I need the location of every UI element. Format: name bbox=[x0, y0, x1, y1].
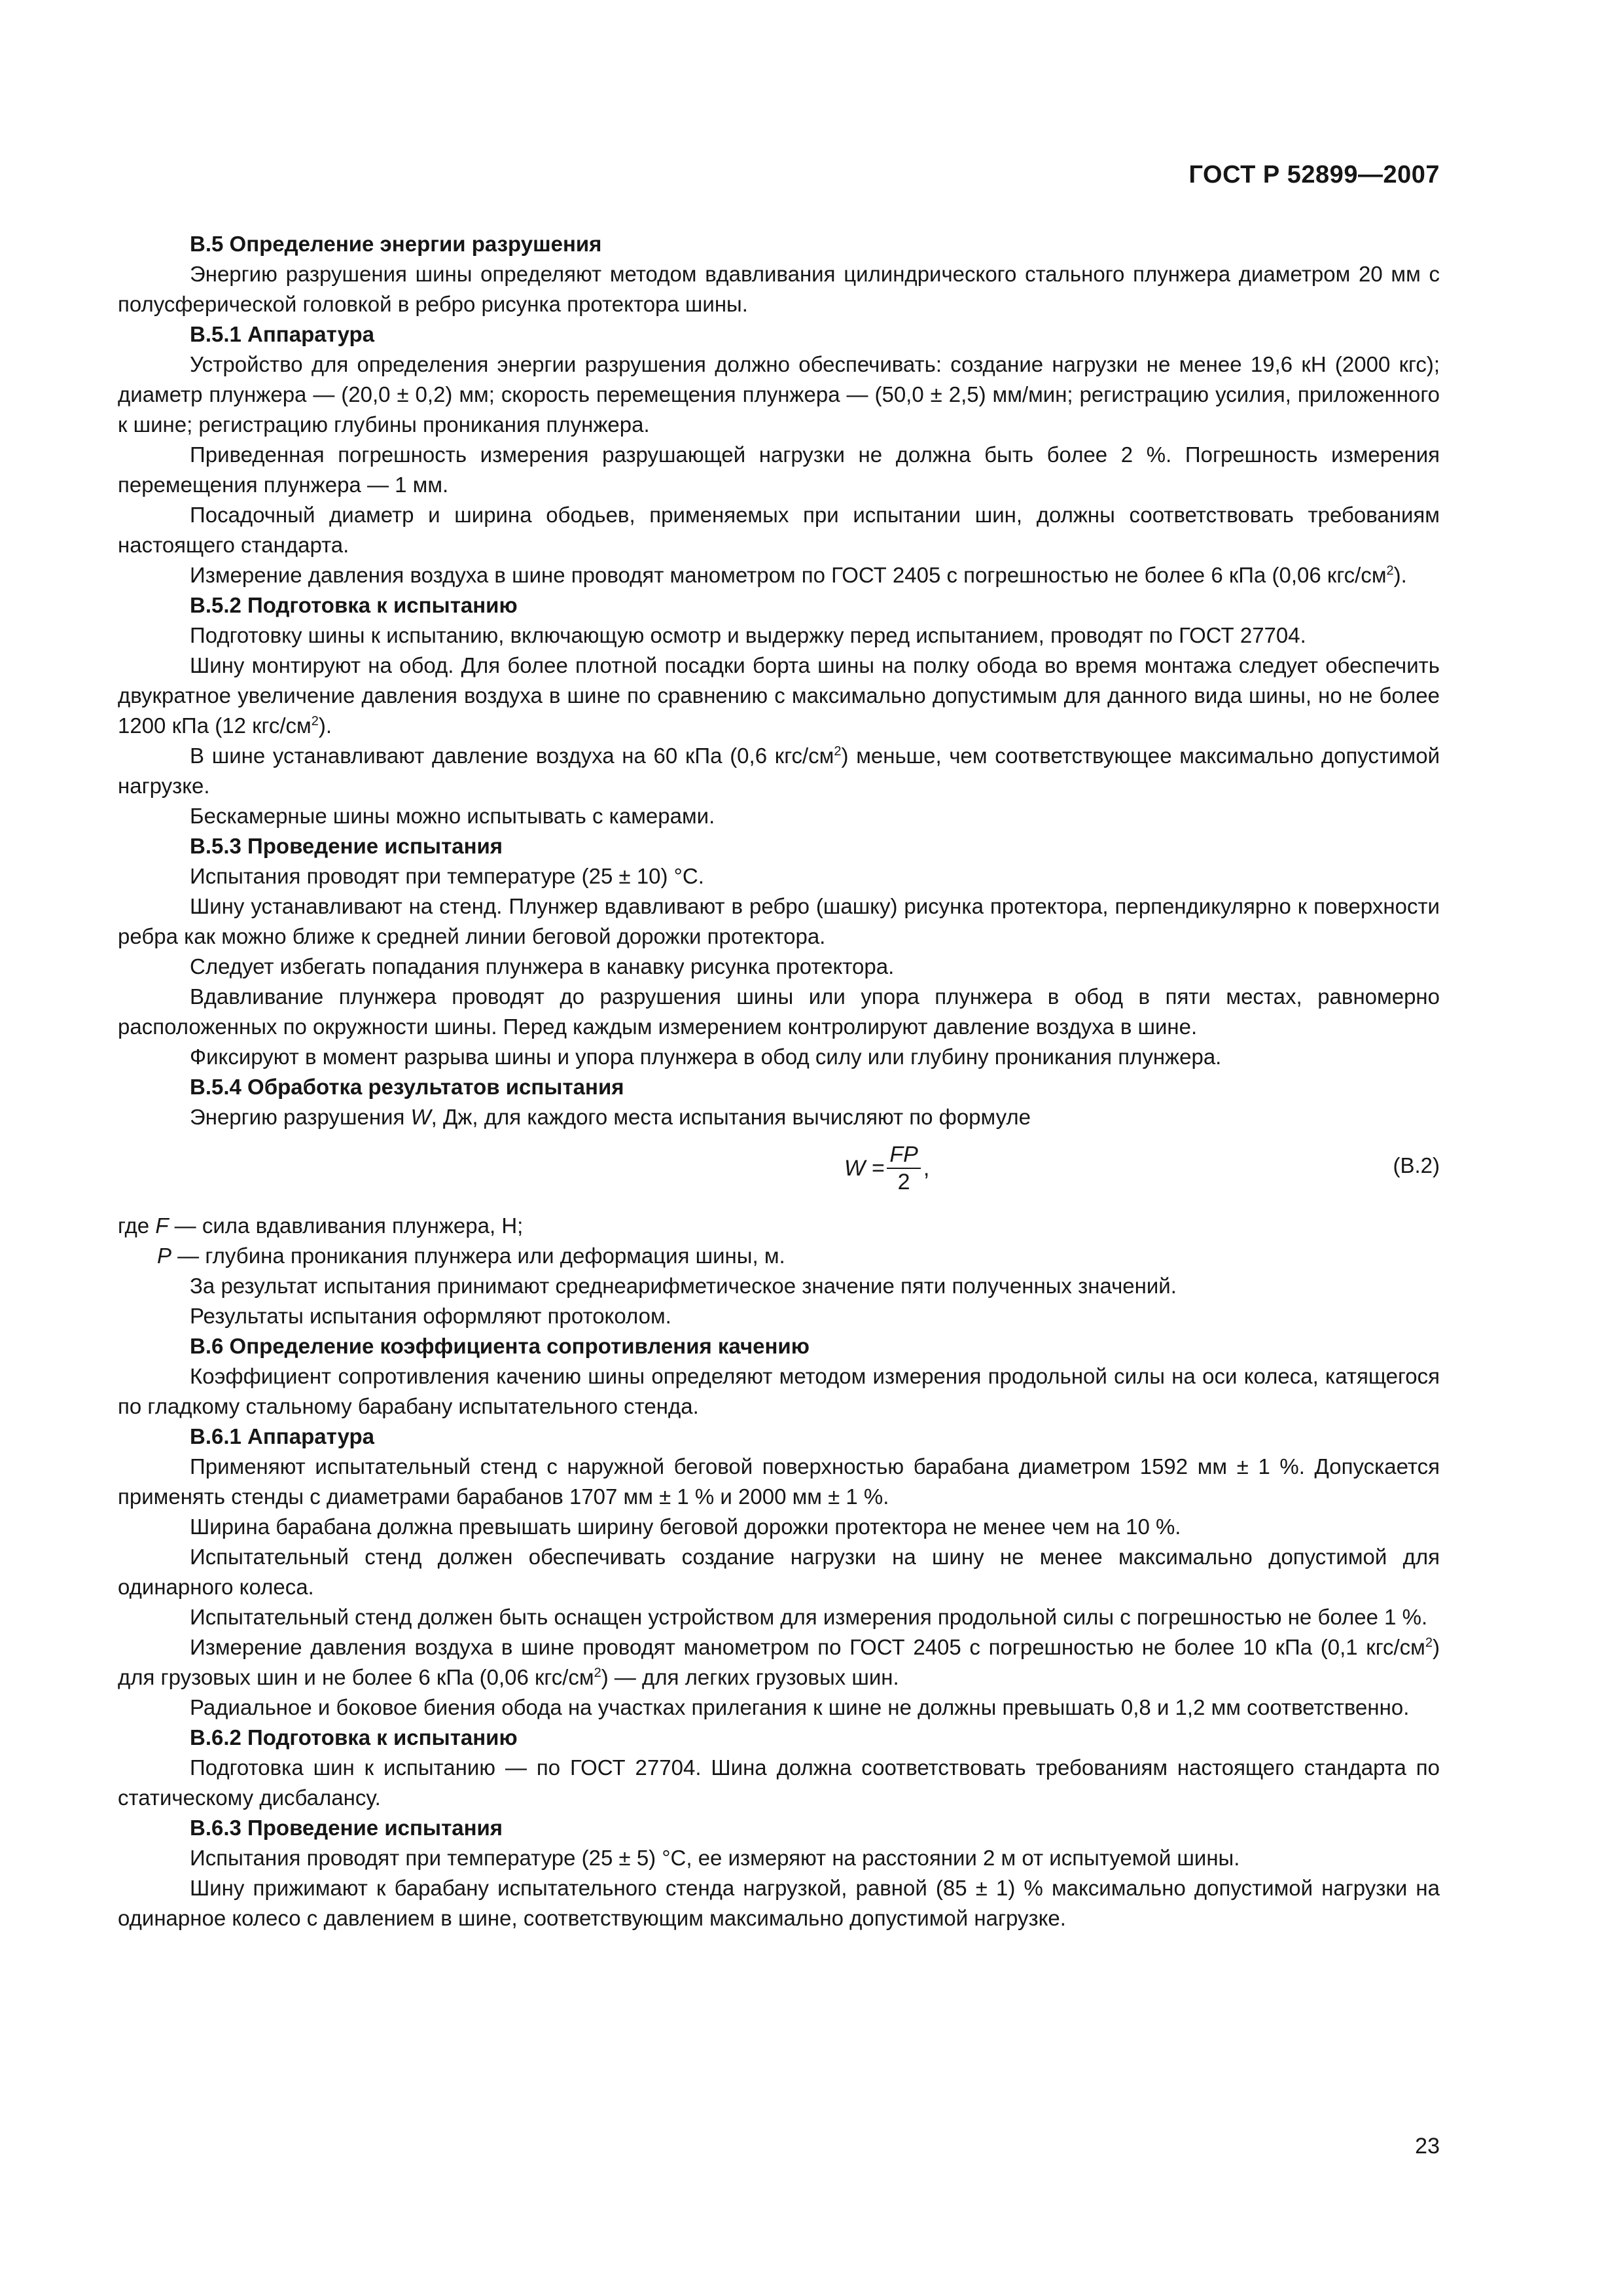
section-heading-b62: В.6.2 Подготовка к испытанию bbox=[190, 1725, 518, 1749]
paragraph: Радиальное и боковое биения обода на участках прилегания к шине не должны превышать 0,8 и 1,2 мм соответственно. bbox=[190, 1695, 1410, 1719]
paragraph: Измерение давления воздуха в шине проводят манометром по ГОСТ 2405 с погрешностью не более 6 кПа (0,06 кгс/$см^2$). bbox=[190, 563, 1407, 587]
paragraph: Следует избегать попадания плунжера в канавку рисунка протектора. bbox=[190, 954, 895, 978]
formula-legend-f: где F — сила вдавливания плунжера, Н; bbox=[118, 1213, 524, 1238]
formula-b2 bbox=[118, 1132, 1440, 1211]
paragraph: Энергию разрушения шины определяют методом вдавливания цилиндрического стального плунжера диаметром 20 мм с полусферической головкой в ребро рисунка протектора шины. bbox=[118, 262, 1440, 316]
formula-legend-p: P — глубина проникания плунжера или деформация шины, м. bbox=[157, 1244, 785, 1268]
paragraph: Испытания проводят при температуре (25 ± 10) °С. bbox=[190, 864, 704, 888]
section-heading-b61: В.6.1 Аппаратура bbox=[190, 1424, 375, 1448]
paragraph: Испытательный стенд должен обеспечивать создание нагрузки на шину не менее максимально допустимой для одинарного колеса. bbox=[118, 1545, 1440, 1599]
paragraph: Устройство для определения энергии разрушения должно обеспечивать: создание нагрузки не менее 19,6 кН (2000 кгс); диаметр плунжера — (20,0 ± 0,2) мм; скорость перемещения плунжера — (50,0 ± 2,5) мм/мин; регистрацию усилия, приложенного к шине; регистрацию глубины проникания плунжера. bbox=[118, 352, 1440, 437]
paragraph: Ширина барабана должна превышать ширину беговой дорожки протектора не менее чем на 10 %. bbox=[190, 1515, 1181, 1539]
formula-denominator: 2 bbox=[897, 1170, 910, 1194]
paragraph: Посадочный диаметр и ширина ободьев, применяемых при испытании шин, должны соответствовать требованиям настоящего стандарта. bbox=[118, 503, 1440, 557]
paragraph: Коэффициент сопротивления качению шины определяют методом измерения продольной силы на оси колеса, катящегося по гладкому стальному барабану испытательного стенда. bbox=[118, 1364, 1440, 1418]
paragraph: Бескамерные шины можно испытывать с камерами. bbox=[190, 804, 715, 828]
formula-numerator: FP bbox=[887, 1141, 920, 1169]
paragraph: Шину монтируют на обод. Для более плотной посадки борта шины на полку обода во время монтажа следует обеспечить двукратное увеличение давления воздуха в шине по сравнению с максимально допустимым для данного вида шины, но не более 1200 кПа (12 кгс/$см^2$). bbox=[118, 653, 1440, 738]
section-heading-b5: В.5 Определение энергии разрушения bbox=[190, 232, 602, 256]
section-heading-b52: В.5.2 Подготовка к испытанию bbox=[190, 593, 518, 617]
paragraph: Применяют испытательный стенд с наружной беговой поверхностью барабана диаметром 1592 мм ± 1 %. Допускается применять стенды с диаметрами барабанов 1707 мм ± 1 % и 2000 мм ± 1 %. bbox=[118, 1454, 1440, 1509]
paragraph: Испытательный стенд должен быть оснащен устройством для измерения продольной силы с погрешностью не более 1 %. bbox=[190, 1605, 1428, 1629]
section-heading-b53: В.5.3 Проведение испытания bbox=[190, 834, 503, 858]
paragraph: Измерение давления воздуха в шине проводят манометром по ГОСТ 2405 с погрешностью не более 10 кПа (0,1 кгс/$см^2$) для грузовых шин и не более 6 кПа (0,06 кгс/$см^2$) — для легких грузовых шин. bbox=[118, 1635, 1440, 1689]
section-heading-b6: В.6 Определение коэффициента сопротивления качению bbox=[190, 1334, 810, 1358]
paragraph: Шину прижимают к барабану испытательного стенда нагрузкой, равной (85 ± 1) % максимально допустимой нагрузки на одинарное колесо с давлением в шине, соответствующим максимально допустимой нагрузке. bbox=[118, 1876, 1440, 1930]
paragraph: Подготовка шин к испытанию — по ГОСТ 27704. Шина должна соответствовать требованиям настоящего стандарта по статическому дисбалансу. bbox=[118, 1755, 1440, 1810]
document-body bbox=[118, 229, 1440, 1933]
paragraph: За результат испытания принимают среднеарифметическое значение пяти полученных значений. bbox=[190, 1274, 1177, 1298]
formula-tail: , bbox=[923, 1156, 930, 1181]
paragraph: В шине устанавливают давление воздуха на 60 кПа (0,6 кгс/$см^2$) меньше, чем соответствующее максимально допустимой нагрузке. bbox=[118, 744, 1440, 798]
section-heading-b63: В.6.3 Проведение испытания bbox=[190, 1816, 503, 1840]
paragraph: Подготовку шины к испытанию, включающую осмотр и выдержку перед испытанием, проводят по ГОСТ 27704. bbox=[190, 623, 1306, 647]
formula-expression bbox=[844, 1141, 929, 1195]
paragraph: Энергию разрушения W, Дж, для каждого места испытания вычисляют по формуле bbox=[190, 1105, 1031, 1129]
standard-code: ГОСТ Р 52899—2007 bbox=[1188, 161, 1440, 188]
paragraph: Шину устанавливают на стенд. Плунжер вдавливают в ребро (шашку) рисунка протектора, перпендикулярно к поверхности ребра как можно ближе к средней линии беговой дорожки протектора. bbox=[118, 894, 1440, 948]
paragraph: Приведенная погрешность измерения разрушающей нагрузки не должна быть более 2 %. Погрешность измерения перемещения плунжера — 1 мм. bbox=[118, 442, 1440, 497]
page-number: 23 bbox=[1415, 2134, 1440, 2159]
formula-number: (В.2) bbox=[1393, 1153, 1440, 1177]
paragraph: Результаты испытания оформляют протоколом. bbox=[190, 1304, 671, 1328]
paragraph: Испытания проводят при температуре (25 ± 5) °С, ее измеряют на расстоянии 2 м от испытуемой шины. bbox=[190, 1846, 1240, 1870]
section-heading-b54: В.5.4 Обработка результатов испытания bbox=[190, 1075, 624, 1099]
paragraph: Фиксируют в момент разрыва шины и упора плунжера в обод силу или глубину проникания плунжера. bbox=[190, 1045, 1222, 1069]
paragraph: Вдавливание плунжера проводят до разрушения шины или упора плунжера в обод в пяти местах, равномерно расположенных по окружности шины. Перед каждым измерением контролируют давление воздуха в шине. bbox=[118, 984, 1440, 1039]
formula-fraction bbox=[887, 1141, 920, 1195]
section-heading-b51: В.5.1 Аппаратура bbox=[190, 322, 375, 346]
formula-lhs: W = bbox=[844, 1156, 885, 1181]
